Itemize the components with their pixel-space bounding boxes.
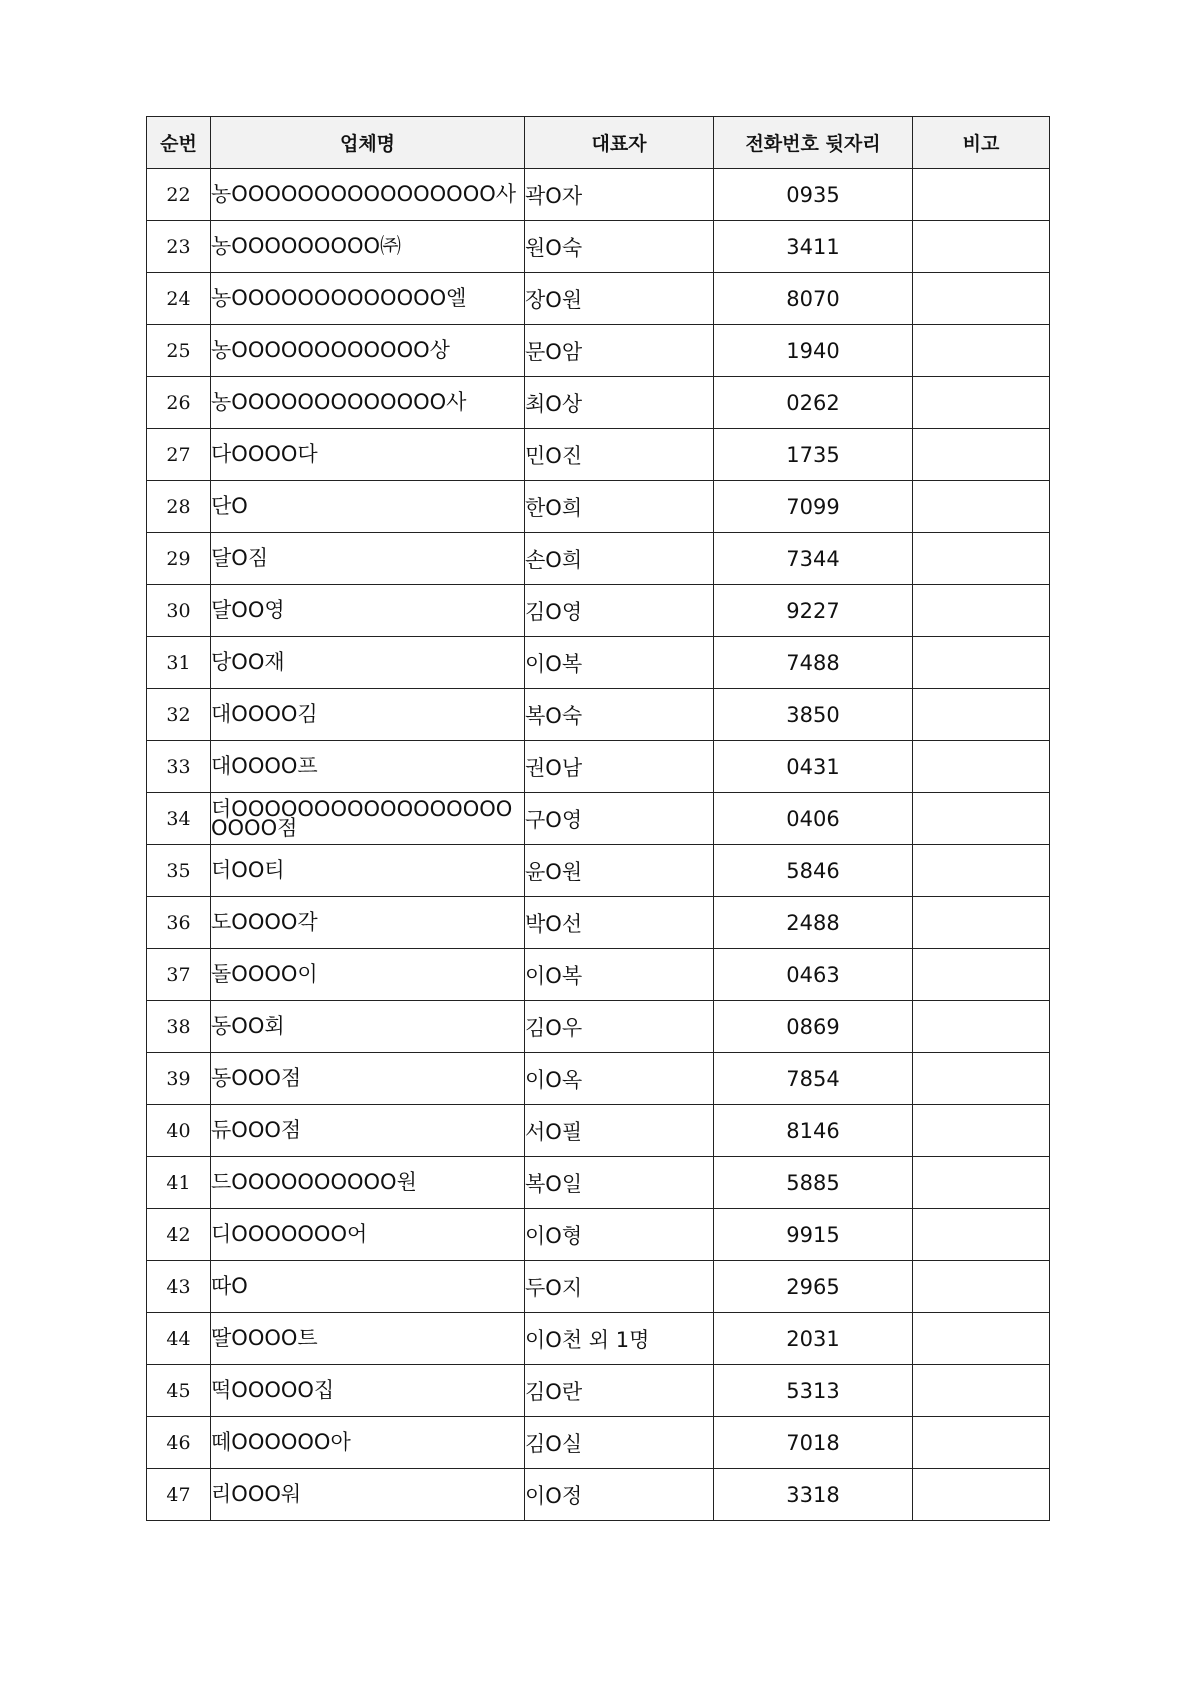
cell-representative: 윤O원 bbox=[525, 845, 714, 897]
table-row bbox=[147, 1209, 1050, 1261]
cell-num: 41 bbox=[147, 1157, 211, 1209]
cell-phone: 9915 bbox=[714, 1209, 913, 1261]
table-row bbox=[147, 1313, 1050, 1365]
cell-num: 27 bbox=[147, 429, 211, 481]
cell-num: 42 bbox=[147, 1209, 211, 1261]
cell-note bbox=[913, 533, 1050, 585]
cell-num: 36 bbox=[147, 897, 211, 949]
cell-phone: 5313 bbox=[714, 1365, 913, 1417]
cell-representative: 문O암 bbox=[525, 325, 714, 377]
cell-phone: 3318 bbox=[714, 1469, 913, 1521]
table-body bbox=[147, 169, 1050, 1521]
cell-company: 더OOOOOOOOOOOOOOOOOOOOO점 bbox=[211, 793, 525, 845]
cell-note bbox=[913, 689, 1050, 741]
cell-representative: 김O실 bbox=[525, 1417, 714, 1469]
cell-company: 농OOOOOOOOOOOOO사 bbox=[211, 377, 525, 429]
cell-phone: 0406 bbox=[714, 793, 913, 845]
cell-num: 46 bbox=[147, 1417, 211, 1469]
table-row bbox=[147, 741, 1050, 793]
cell-representative: 장O원 bbox=[525, 273, 714, 325]
cell-representative: 이O옥 bbox=[525, 1053, 714, 1105]
cell-company: 대OOOO프 bbox=[211, 741, 525, 793]
cell-note bbox=[913, 1053, 1050, 1105]
cell-num: 29 bbox=[147, 533, 211, 585]
cell-representative: 손O희 bbox=[525, 533, 714, 585]
table-row bbox=[147, 273, 1050, 325]
table-row bbox=[147, 845, 1050, 897]
table-row bbox=[147, 1261, 1050, 1313]
cell-company: 대OOOO김 bbox=[211, 689, 525, 741]
cell-num: 33 bbox=[147, 741, 211, 793]
cell-company: 드OOOOOOOOOO원 bbox=[211, 1157, 525, 1209]
cell-phone: 2965 bbox=[714, 1261, 913, 1313]
cell-company: 당OO재 bbox=[211, 637, 525, 689]
cell-company: 동OOO점 bbox=[211, 1053, 525, 1105]
cell-company: 떼OOOOOO아 bbox=[211, 1417, 525, 1469]
cell-company: 딸OOOO트 bbox=[211, 1313, 525, 1365]
cell-representative: 이O천 외 1명 bbox=[525, 1313, 714, 1365]
cell-note bbox=[913, 169, 1050, 221]
cell-note bbox=[913, 325, 1050, 377]
cell-note bbox=[913, 1261, 1050, 1313]
cell-company: 농OOOOOOOOOOOOOOOO사 bbox=[211, 169, 525, 221]
cell-note bbox=[913, 637, 1050, 689]
table-row bbox=[147, 1469, 1050, 1521]
table-row bbox=[147, 637, 1050, 689]
cell-company: 더OO티 bbox=[211, 845, 525, 897]
cell-representative: 김O란 bbox=[525, 1365, 714, 1417]
cell-company: 농OOOOOOOOOOOOO엘 bbox=[211, 273, 525, 325]
cell-company: 달OO영 bbox=[211, 585, 525, 637]
cell-note bbox=[913, 1469, 1050, 1521]
cell-representative: 곽O자 bbox=[525, 169, 714, 221]
cell-note bbox=[913, 1417, 1050, 1469]
cell-company: 도OOOO각 bbox=[211, 897, 525, 949]
cell-representative: 이O정 bbox=[525, 1469, 714, 1521]
table-row bbox=[147, 1105, 1050, 1157]
cell-phone: 1735 bbox=[714, 429, 913, 481]
cell-num: 35 bbox=[147, 845, 211, 897]
table-row bbox=[147, 1417, 1050, 1469]
cell-phone: 8070 bbox=[714, 273, 913, 325]
cell-note bbox=[913, 221, 1050, 273]
cell-note bbox=[913, 1105, 1050, 1157]
cell-company: 따O bbox=[211, 1261, 525, 1313]
table-row bbox=[147, 481, 1050, 533]
cell-phone: 7099 bbox=[714, 481, 913, 533]
cell-representative: 서O필 bbox=[525, 1105, 714, 1157]
cell-phone: 7344 bbox=[714, 533, 913, 585]
table-row bbox=[147, 1157, 1050, 1209]
cell-num: 40 bbox=[147, 1105, 211, 1157]
cell-note bbox=[913, 273, 1050, 325]
cell-num: 26 bbox=[147, 377, 211, 429]
cell-num: 30 bbox=[147, 585, 211, 637]
cell-representative: 이O형 bbox=[525, 1209, 714, 1261]
cell-num: 28 bbox=[147, 481, 211, 533]
cell-phone: 0935 bbox=[714, 169, 913, 221]
cell-representative: 박O선 bbox=[525, 897, 714, 949]
cell-company: 떡OOOOO집 bbox=[211, 1365, 525, 1417]
cell-note bbox=[913, 1365, 1050, 1417]
cell-company: 동OO회 bbox=[211, 1001, 525, 1053]
table-row bbox=[147, 897, 1050, 949]
table-row bbox=[147, 1365, 1050, 1417]
cell-note bbox=[913, 897, 1050, 949]
table-header-row bbox=[147, 117, 1050, 169]
cell-note bbox=[913, 741, 1050, 793]
cell-representative: 김O우 bbox=[525, 1001, 714, 1053]
table-row bbox=[147, 689, 1050, 741]
cell-phone: 5885 bbox=[714, 1157, 913, 1209]
cell-phone: 0431 bbox=[714, 741, 913, 793]
cell-note bbox=[913, 481, 1050, 533]
cell-num: 23 bbox=[147, 221, 211, 273]
header-note: 비고 bbox=[913, 117, 1050, 169]
table-row bbox=[147, 1001, 1050, 1053]
cell-phone: 5846 bbox=[714, 845, 913, 897]
table-row bbox=[147, 533, 1050, 585]
cell-company: 다OOOO다 bbox=[211, 429, 525, 481]
cell-representative: 김O영 bbox=[525, 585, 714, 637]
table-row bbox=[147, 325, 1050, 377]
cell-note bbox=[913, 429, 1050, 481]
cell-num: 25 bbox=[147, 325, 211, 377]
cell-phone: 0869 bbox=[714, 1001, 913, 1053]
cell-representative: 민O진 bbox=[525, 429, 714, 481]
cell-phone: 3850 bbox=[714, 689, 913, 741]
cell-note bbox=[913, 1209, 1050, 1261]
cell-phone: 0262 bbox=[714, 377, 913, 429]
header-company: 업체명 bbox=[211, 117, 525, 169]
cell-note bbox=[913, 793, 1050, 845]
cell-note bbox=[913, 949, 1050, 1001]
cell-representative: 구O영 bbox=[525, 793, 714, 845]
cell-representative: 이O복 bbox=[525, 637, 714, 689]
table-row bbox=[147, 793, 1050, 845]
cell-phone: 7854 bbox=[714, 1053, 913, 1105]
cell-note bbox=[913, 377, 1050, 429]
cell-phone: 1940 bbox=[714, 325, 913, 377]
table-row bbox=[147, 221, 1050, 273]
cell-phone: 7488 bbox=[714, 637, 913, 689]
header-phone: 전화번호 뒷자리 bbox=[714, 117, 913, 169]
cell-note bbox=[913, 1001, 1050, 1053]
cell-note bbox=[913, 845, 1050, 897]
cell-representative: 최O상 bbox=[525, 377, 714, 429]
cell-num: 43 bbox=[147, 1261, 211, 1313]
cell-num: 38 bbox=[147, 1001, 211, 1053]
cell-company: 디OOOOOOO어 bbox=[211, 1209, 525, 1261]
cell-phone: 9227 bbox=[714, 585, 913, 637]
header-num: 순번 bbox=[147, 117, 211, 169]
cell-representative: 권O남 bbox=[525, 741, 714, 793]
cell-company: 듀OOO점 bbox=[211, 1105, 525, 1157]
cell-num: 34 bbox=[147, 793, 211, 845]
cell-num: 32 bbox=[147, 689, 211, 741]
cell-company: 달O짐 bbox=[211, 533, 525, 585]
cell-phone: 7018 bbox=[714, 1417, 913, 1469]
table-row bbox=[147, 585, 1050, 637]
cell-note bbox=[913, 585, 1050, 637]
cell-note bbox=[913, 1157, 1050, 1209]
cell-representative: 복O일 bbox=[525, 1157, 714, 1209]
cell-num: 31 bbox=[147, 637, 211, 689]
cell-representative: 한O희 bbox=[525, 481, 714, 533]
cell-representative: 두O지 bbox=[525, 1261, 714, 1313]
cell-note bbox=[913, 1313, 1050, 1365]
table-row bbox=[147, 377, 1050, 429]
cell-num: 37 bbox=[147, 949, 211, 1001]
cell-representative: 이O복 bbox=[525, 949, 714, 1001]
cell-num: 24 bbox=[147, 273, 211, 325]
header-representative: 대표자 bbox=[525, 117, 714, 169]
cell-num: 45 bbox=[147, 1365, 211, 1417]
cell-company: 단O bbox=[211, 481, 525, 533]
cell-phone: 3411 bbox=[714, 221, 913, 273]
cell-num: 47 bbox=[147, 1469, 211, 1521]
table-row bbox=[147, 169, 1050, 221]
cell-num: 39 bbox=[147, 1053, 211, 1105]
cell-company: 리OOO워 bbox=[211, 1469, 525, 1521]
cell-company: 농OOOOOOOOOOOO상 bbox=[211, 325, 525, 377]
cell-phone: 8146 bbox=[714, 1105, 913, 1157]
table-row bbox=[147, 1053, 1050, 1105]
cell-phone: 0463 bbox=[714, 949, 913, 1001]
cell-company: 돌OOOO이 bbox=[211, 949, 525, 1001]
cell-representative: 복O숙 bbox=[525, 689, 714, 741]
cell-num: 22 bbox=[147, 169, 211, 221]
cell-num: 44 bbox=[147, 1313, 211, 1365]
table-row bbox=[147, 429, 1050, 481]
table-row bbox=[147, 949, 1050, 1001]
cell-phone: 2031 bbox=[714, 1313, 913, 1365]
cell-company: 농OOOOOOOOO㈜ bbox=[211, 221, 525, 273]
cell-phone: 2488 bbox=[714, 897, 913, 949]
business-list-table bbox=[146, 116, 1050, 1521]
cell-representative: 원O숙 bbox=[525, 221, 714, 273]
